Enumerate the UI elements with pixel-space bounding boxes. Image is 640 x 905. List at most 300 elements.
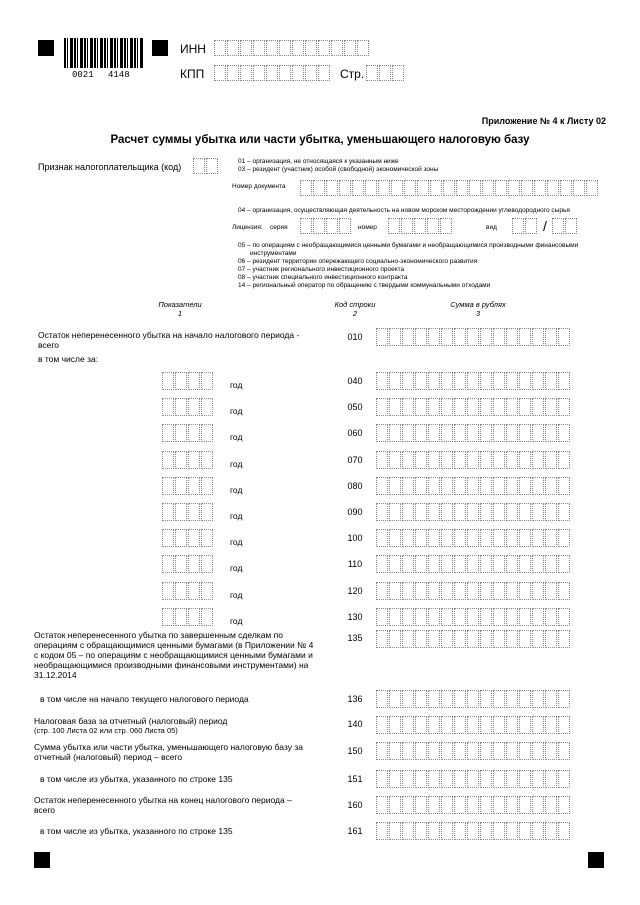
input-cell[interactable] <box>292 65 304 81</box>
input-cell[interactable] <box>441 796 453 814</box>
input-cell[interactable] <box>519 796 531 814</box>
input-cell[interactable] <box>376 328 388 346</box>
row-140-amount[interactable] <box>376 716 571 734</box>
input-cell[interactable] <box>545 372 557 390</box>
input-cell[interactable] <box>467 582 479 600</box>
input-cell[interactable] <box>506 582 518 600</box>
input-cell[interactable] <box>415 503 427 521</box>
input-cell[interactable] <box>305 40 317 56</box>
input-cell[interactable] <box>467 328 479 346</box>
input-cell[interactable] <box>493 372 505 390</box>
input-cell[interactable] <box>532 424 544 442</box>
input-cell[interactable] <box>558 690 570 708</box>
year-field-040[interactable] <box>162 372 214 390</box>
input-cell[interactable] <box>454 582 466 600</box>
input-cell[interactable] <box>388 218 400 234</box>
input-cell[interactable] <box>506 822 518 840</box>
input-cell[interactable] <box>532 328 544 346</box>
input-cell[interactable] <box>558 398 570 416</box>
input-cell[interactable] <box>467 503 479 521</box>
input-cell[interactable] <box>188 398 200 416</box>
input-cell[interactable] <box>402 822 414 840</box>
input-cell[interactable] <box>188 608 200 626</box>
row-070-amount[interactable] <box>376 451 571 469</box>
input-cell[interactable] <box>467 398 479 416</box>
input-cell[interactable] <box>552 218 564 234</box>
input-cell[interactable] <box>162 582 174 600</box>
input-cell[interactable] <box>188 582 200 600</box>
input-cell[interactable] <box>376 608 388 626</box>
input-cell[interactable] <box>493 582 505 600</box>
input-cell[interactable] <box>480 424 492 442</box>
input-cell[interactable] <box>534 180 546 196</box>
input-cell[interactable] <box>506 424 518 442</box>
input-cell[interactable] <box>402 477 414 495</box>
input-cell[interactable] <box>428 328 440 346</box>
input-cell[interactable] <box>376 822 388 840</box>
input-cell[interactable] <box>162 503 174 521</box>
input-cell[interactable] <box>279 40 291 56</box>
input-cell[interactable] <box>454 477 466 495</box>
input-cell[interactable] <box>441 503 453 521</box>
input-cell[interactable] <box>558 630 570 648</box>
input-cell[interactable] <box>201 503 213 521</box>
year-field-130[interactable] <box>162 608 214 626</box>
row-040-amount[interactable] <box>376 372 571 390</box>
input-cell[interactable] <box>428 424 440 442</box>
year-field-060[interactable] <box>162 424 214 442</box>
row-110-amount[interactable] <box>376 555 571 573</box>
input-cell[interactable] <box>493 424 505 442</box>
row-136-amount[interactable] <box>376 690 571 708</box>
input-cell[interactable] <box>560 180 572 196</box>
input-cell[interactable] <box>441 328 453 346</box>
input-cell[interactable] <box>402 582 414 600</box>
input-cell[interactable] <box>532 451 544 469</box>
input-cell[interactable] <box>441 582 453 600</box>
license-type-field-2[interactable] <box>552 218 578 234</box>
input-cell[interactable] <box>545 742 557 760</box>
input-cell[interactable] <box>441 477 453 495</box>
input-cell[interactable] <box>402 529 414 547</box>
year-field-110[interactable] <box>162 555 214 573</box>
input-cell[interactable] <box>415 372 427 390</box>
input-cell[interactable] <box>428 398 440 416</box>
input-cell[interactable] <box>240 40 252 56</box>
input-cell[interactable] <box>266 40 278 56</box>
input-cell[interactable] <box>519 503 531 521</box>
input-cell[interactable] <box>389 477 401 495</box>
input-cell[interactable] <box>443 180 455 196</box>
input-cell[interactable] <box>532 716 544 734</box>
input-cell[interactable] <box>519 770 531 788</box>
input-cell[interactable] <box>532 582 544 600</box>
input-cell[interactable] <box>441 690 453 708</box>
input-cell[interactable] <box>201 555 213 573</box>
input-cell[interactable] <box>558 822 570 840</box>
input-cell[interactable] <box>428 770 440 788</box>
input-cell[interactable] <box>454 398 466 416</box>
input-cell[interactable] <box>415 398 427 416</box>
input-cell[interactable] <box>389 716 401 734</box>
input-cell[interactable] <box>454 716 466 734</box>
input-cell[interactable] <box>519 690 531 708</box>
input-cell[interactable] <box>292 40 304 56</box>
input-cell[interactable] <box>427 218 439 234</box>
input-cell[interactable] <box>506 398 518 416</box>
input-cell[interactable] <box>454 451 466 469</box>
row-100-amount[interactable] <box>376 529 571 547</box>
input-cell[interactable] <box>558 716 570 734</box>
input-cell[interactable] <box>175 582 187 600</box>
input-cell[interactable] <box>376 372 388 390</box>
input-cell[interactable] <box>313 180 325 196</box>
input-cell[interactable] <box>402 424 414 442</box>
row-050-amount[interactable] <box>376 398 571 416</box>
input-cell[interactable] <box>441 822 453 840</box>
row-151-amount[interactable] <box>376 770 571 788</box>
input-cell[interactable] <box>162 608 174 626</box>
page-number-field[interactable] <box>366 65 405 81</box>
input-cell[interactable] <box>428 608 440 626</box>
input-cell[interactable] <box>454 822 466 840</box>
input-cell[interactable] <box>175 398 187 416</box>
input-cell[interactable] <box>415 451 427 469</box>
input-cell[interactable] <box>376 742 388 760</box>
input-cell[interactable] <box>389 822 401 840</box>
input-cell[interactable] <box>480 608 492 626</box>
input-cell[interactable] <box>162 424 174 442</box>
input-cell[interactable] <box>467 822 479 840</box>
input-cell[interactable] <box>175 451 187 469</box>
input-cell[interactable] <box>389 796 401 814</box>
input-cell[interactable] <box>441 630 453 648</box>
input-cell[interactable] <box>206 158 218 174</box>
input-cell[interactable] <box>519 716 531 734</box>
input-cell[interactable] <box>532 690 544 708</box>
input-cell[interactable] <box>467 477 479 495</box>
input-cell[interactable] <box>493 451 505 469</box>
row-010-amount[interactable] <box>376 328 571 346</box>
input-cell[interactable] <box>162 372 174 390</box>
input-cell[interactable] <box>402 630 414 648</box>
doc-number-field[interactable] <box>300 180 599 196</box>
input-cell[interactable] <box>389 555 401 573</box>
input-cell[interactable] <box>313 218 325 234</box>
input-cell[interactable] <box>532 555 544 573</box>
input-cell[interactable] <box>305 65 317 81</box>
input-cell[interactable] <box>389 608 401 626</box>
input-cell[interactable] <box>519 742 531 760</box>
input-cell[interactable] <box>428 822 440 840</box>
input-cell[interactable] <box>441 424 453 442</box>
input-cell[interactable] <box>480 372 492 390</box>
year-field-090[interactable] <box>162 503 214 521</box>
input-cell[interactable] <box>493 796 505 814</box>
input-cell[interactable] <box>467 451 479 469</box>
input-cell[interactable] <box>188 555 200 573</box>
input-cell[interactable] <box>519 424 531 442</box>
input-cell[interactable] <box>545 822 557 840</box>
input-cell[interactable] <box>428 529 440 547</box>
input-cell[interactable] <box>376 529 388 547</box>
input-cell[interactable] <box>188 477 200 495</box>
license-series-field[interactable] <box>300 218 352 234</box>
row-135-amount[interactable] <box>376 630 571 648</box>
input-cell[interactable] <box>201 477 213 495</box>
input-cell[interactable] <box>545 477 557 495</box>
input-cell[interactable] <box>454 608 466 626</box>
input-cell[interactable] <box>227 65 239 81</box>
input-cell[interactable] <box>240 65 252 81</box>
input-cell[interactable] <box>253 65 265 81</box>
input-cell[interactable] <box>428 372 440 390</box>
input-cell[interactable] <box>480 690 492 708</box>
input-cell[interactable] <box>441 770 453 788</box>
input-cell[interactable] <box>493 503 505 521</box>
input-cell[interactable] <box>404 180 416 196</box>
input-cell[interactable] <box>339 180 351 196</box>
input-cell[interactable] <box>415 608 427 626</box>
input-cell[interactable] <box>441 529 453 547</box>
input-cell[interactable] <box>469 180 481 196</box>
input-cell[interactable] <box>506 796 518 814</box>
input-cell[interactable] <box>402 796 414 814</box>
input-cell[interactable] <box>376 398 388 416</box>
input-cell[interactable] <box>558 770 570 788</box>
row-130-amount[interactable] <box>376 608 571 626</box>
input-cell[interactable] <box>428 742 440 760</box>
input-cell[interactable] <box>214 65 226 81</box>
input-cell[interactable] <box>493 529 505 547</box>
input-cell[interactable] <box>428 796 440 814</box>
input-cell[interactable] <box>175 477 187 495</box>
input-cell[interactable] <box>545 770 557 788</box>
input-cell[interactable] <box>480 451 492 469</box>
input-cell[interactable] <box>162 477 174 495</box>
input-cell[interactable] <box>493 398 505 416</box>
input-cell[interactable] <box>402 503 414 521</box>
input-cell[interactable] <box>506 503 518 521</box>
input-cell[interactable] <box>493 608 505 626</box>
row-120-amount[interactable] <box>376 582 571 600</box>
input-cell[interactable] <box>480 503 492 521</box>
input-cell[interactable] <box>532 608 544 626</box>
input-cell[interactable] <box>441 555 453 573</box>
taxpayer-sign-field[interactable] <box>193 158 219 174</box>
input-cell[interactable] <box>519 477 531 495</box>
input-cell[interactable] <box>402 398 414 416</box>
input-cell[interactable] <box>188 529 200 547</box>
input-cell[interactable] <box>506 630 518 648</box>
input-cell[interactable] <box>532 822 544 840</box>
input-cell[interactable] <box>391 180 403 196</box>
input-cell[interactable] <box>506 328 518 346</box>
input-cell[interactable] <box>402 328 414 346</box>
input-cell[interactable] <box>201 529 213 547</box>
input-cell[interactable] <box>558 503 570 521</box>
input-cell[interactable] <box>414 218 426 234</box>
input-cell[interactable] <box>402 451 414 469</box>
input-cell[interactable] <box>467 630 479 648</box>
input-cell[interactable] <box>376 555 388 573</box>
input-cell[interactable] <box>558 372 570 390</box>
input-cell[interactable] <box>389 529 401 547</box>
input-cell[interactable] <box>480 742 492 760</box>
input-cell[interactable] <box>586 180 598 196</box>
year-field-100[interactable] <box>162 529 214 547</box>
input-cell[interactable] <box>532 529 544 547</box>
year-field-070[interactable] <box>162 451 214 469</box>
input-cell[interactable] <box>532 796 544 814</box>
input-cell[interactable] <box>506 716 518 734</box>
input-cell[interactable] <box>525 218 537 234</box>
input-cell[interactable] <box>558 796 570 814</box>
input-cell[interactable] <box>201 424 213 442</box>
inn-field[interactable] <box>214 40 370 56</box>
input-cell[interactable] <box>545 529 557 547</box>
input-cell[interactable] <box>266 65 278 81</box>
input-cell[interactable] <box>545 555 557 573</box>
input-cell[interactable] <box>339 218 351 234</box>
input-cell[interactable] <box>402 742 414 760</box>
input-cell[interactable] <box>454 529 466 547</box>
input-cell[interactable] <box>175 424 187 442</box>
input-cell[interactable] <box>441 608 453 626</box>
input-cell[interactable] <box>344 40 356 56</box>
input-cell[interactable] <box>454 630 466 648</box>
input-cell[interactable] <box>376 477 388 495</box>
input-cell[interactable] <box>519 608 531 626</box>
input-cell[interactable] <box>454 796 466 814</box>
input-cell[interactable] <box>506 555 518 573</box>
input-cell[interactable] <box>454 690 466 708</box>
input-cell[interactable] <box>428 555 440 573</box>
input-cell[interactable] <box>532 630 544 648</box>
input-cell[interactable] <box>415 555 427 573</box>
input-cell[interactable] <box>415 822 427 840</box>
input-cell[interactable] <box>331 40 343 56</box>
input-cell[interactable] <box>188 424 200 442</box>
input-cell[interactable] <box>454 424 466 442</box>
input-cell[interactable] <box>162 529 174 547</box>
input-cell[interactable] <box>521 180 533 196</box>
input-cell[interactable] <box>480 529 492 547</box>
input-cell[interactable] <box>480 822 492 840</box>
input-cell[interactable] <box>493 477 505 495</box>
input-cell[interactable] <box>480 630 492 648</box>
input-cell[interactable] <box>162 451 174 469</box>
input-cell[interactable] <box>467 372 479 390</box>
input-cell[interactable] <box>467 555 479 573</box>
input-cell[interactable] <box>201 451 213 469</box>
input-cell[interactable] <box>428 451 440 469</box>
input-cell[interactable] <box>506 529 518 547</box>
input-cell[interactable] <box>519 555 531 573</box>
input-cell[interactable] <box>415 716 427 734</box>
input-cell[interactable] <box>558 477 570 495</box>
row-090-amount[interactable] <box>376 503 571 521</box>
input-cell[interactable] <box>389 582 401 600</box>
input-cell[interactable] <box>454 770 466 788</box>
input-cell[interactable] <box>389 398 401 416</box>
input-cell[interactable] <box>558 555 570 573</box>
input-cell[interactable] <box>214 40 226 56</box>
input-cell[interactable] <box>188 372 200 390</box>
input-cell[interactable] <box>545 328 557 346</box>
input-cell[interactable] <box>300 218 312 234</box>
input-cell[interactable] <box>519 372 531 390</box>
input-cell[interactable] <box>175 372 187 390</box>
input-cell[interactable] <box>532 477 544 495</box>
input-cell[interactable] <box>547 180 559 196</box>
input-cell[interactable] <box>480 796 492 814</box>
input-cell[interactable] <box>480 716 492 734</box>
input-cell[interactable] <box>506 451 518 469</box>
input-cell[interactable] <box>467 690 479 708</box>
input-cell[interactable] <box>493 630 505 648</box>
input-cell[interactable] <box>415 796 427 814</box>
input-cell[interactable] <box>253 40 265 56</box>
input-cell[interactable] <box>545 608 557 626</box>
input-cell[interactable] <box>376 503 388 521</box>
input-cell[interactable] <box>318 65 330 81</box>
input-cell[interactable] <box>201 372 213 390</box>
input-cell[interactable] <box>519 582 531 600</box>
input-cell[interactable] <box>175 555 187 573</box>
input-cell[interactable] <box>428 630 440 648</box>
input-cell[interactable] <box>512 218 524 234</box>
row-160-amount[interactable] <box>376 796 571 814</box>
input-cell[interactable] <box>519 398 531 416</box>
input-cell[interactable] <box>482 180 494 196</box>
input-cell[interactable] <box>376 716 388 734</box>
input-cell[interactable] <box>480 398 492 416</box>
year-field-120[interactable] <box>162 582 214 600</box>
input-cell[interactable] <box>454 328 466 346</box>
input-cell[interactable] <box>506 477 518 495</box>
input-cell[interactable] <box>428 503 440 521</box>
input-cell[interactable] <box>440 218 452 234</box>
input-cell[interactable] <box>545 451 557 469</box>
input-cell[interactable] <box>493 770 505 788</box>
input-cell[interactable] <box>506 372 518 390</box>
input-cell[interactable] <box>493 328 505 346</box>
input-cell[interactable] <box>162 555 174 573</box>
input-cell[interactable] <box>401 218 413 234</box>
input-cell[interactable] <box>545 796 557 814</box>
input-cell[interactable] <box>415 582 427 600</box>
input-cell[interactable] <box>389 690 401 708</box>
input-cell[interactable] <box>454 555 466 573</box>
input-cell[interactable] <box>402 716 414 734</box>
input-cell[interactable] <box>545 690 557 708</box>
input-cell[interactable] <box>506 770 518 788</box>
input-cell[interactable] <box>467 770 479 788</box>
row-080-amount[interactable] <box>376 477 571 495</box>
input-cell[interactable] <box>376 424 388 442</box>
input-cell[interactable] <box>389 742 401 760</box>
input-cell[interactable] <box>376 451 388 469</box>
input-cell[interactable] <box>467 742 479 760</box>
input-cell[interactable] <box>545 582 557 600</box>
input-cell[interactable] <box>376 690 388 708</box>
input-cell[interactable] <box>480 582 492 600</box>
row-150-amount[interactable] <box>376 742 571 760</box>
input-cell[interactable] <box>545 716 557 734</box>
input-cell[interactable] <box>519 822 531 840</box>
input-cell[interactable] <box>508 180 520 196</box>
